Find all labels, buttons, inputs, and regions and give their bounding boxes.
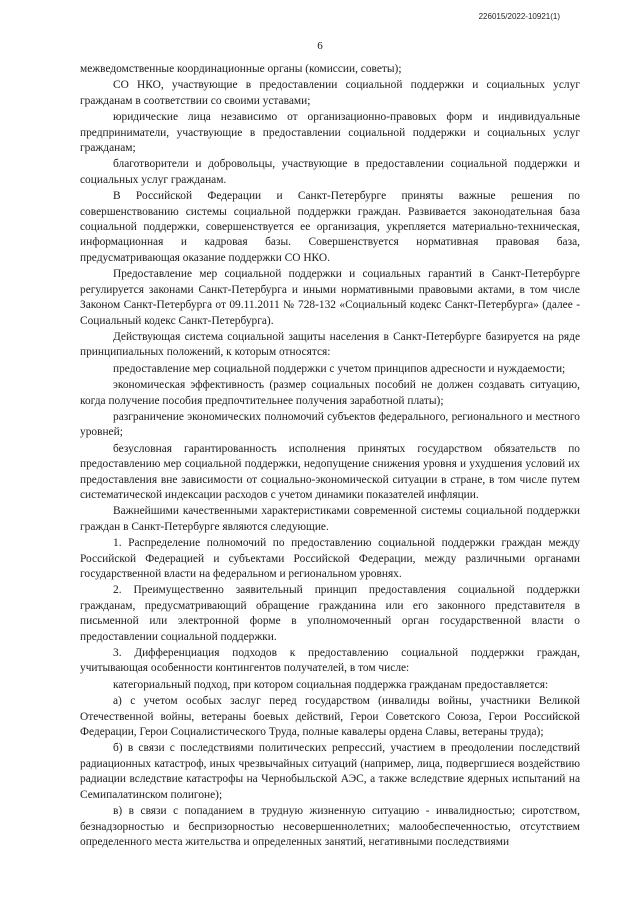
paragraph: юридические лица независимо от организационно-правовых форм и индивидуальные предприниматели, участвующие в предоставлении социальной поддержки и социальных услуг гражданам; bbox=[80, 111, 580, 155]
paragraph: В Российской Федерации и Санкт-Петербурге приняты важные решения по совершенствованию системы социальной поддержки граждан. Развивается законодательная база социальной поддержки, совершенствуется ее организация, укрепляется материально-техническая, информационная и кадровая базы. Совершенствуется нормативная правовая база, предусматривающая оказание поддержки СО НКО. bbox=[80, 190, 580, 264]
document-id: 226015/2022-10921(1) bbox=[478, 12, 560, 21]
paragraph: Предоставление мер социальной поддержки и социальных гарантий в Санкт-Петербурге регулируется законами Санкт-Петербурга и иными нормативными правовыми актами, в том числе Законом Санкт-Петербурга от 09.11.2011 № 728-132 «Социальный кодекс Санкт-Петербурга» (далее - Социальный кодекс Санкт-Петербурга). bbox=[80, 268, 580, 327]
paragraph: межведомственные координационные органы (комиссии, советы); bbox=[80, 63, 402, 75]
paragraph: в) в связи с попаданием в трудную жизненную ситуацию - инвалидностью; сиротством, безнадзорностью и беспризорностью несовершеннолетних; малообеспеченностью, отсутствием определенного места жительства и определенных занятий, негативными последствиями bbox=[80, 805, 580, 848]
paragraph: б) в связи с последствиями политических репрессий, участием в преодолении последствий радиационных катастроф, иных чрезвычайных ситуаций (например, лица, подвергшиеся воздействию радиации вследствие катастрофы на Чернобыльской АЭС, а также вследствие ядерных испытаний на Семипалатинском полигоне); bbox=[80, 742, 580, 801]
paragraph: категориальный подход, при котором социальная поддержка гражданам предоставляется: bbox=[113, 678, 549, 691]
paragraph: безусловная гарантированность исполнения принятых государством обязательств по предоставлению мер социальной поддержки, недопущение снижения уровня и ухудшения условий их предоставления вне зависимости от социально-экономической ситуации в стране, в том числе путем систематической индексации расходов с учетом динамики показателей инфляции. bbox=[80, 442, 580, 501]
paragraph: благотворители и добровольцы, участвующие в предоставлении социальной поддержки и социальных услуг гражданам. bbox=[80, 158, 580, 186]
paragraph: Важнейшими качественными характеристиками современной системы социальной поддержки граждан в Санкт-Петербурге являются следующие. bbox=[80, 505, 580, 533]
paragraph: а) с учетом особых заслуг перед государством (инвалиды войны, участники Великой Отечественной войны, ветераны боевых действий, Герои Советского Союза, Герои Российской Федерации, Герои Социалистического Труда, полные кавалеры ордена Славы, ветераны труда); bbox=[80, 695, 580, 739]
paragraph: 2. Преимущественно заявительный принцип предоставления социальной поддержки гражданам, предусматривающий обращение гражданина или его законного представителя в письменной или электронной форме в уполномоченный орган государственной власти о предоставлении социальной поддержки. bbox=[80, 584, 580, 643]
page-number: 6 bbox=[317, 40, 323, 52]
paragraph: предоставление мер социальной поддержки с учетом принципов адресности и нуждаемости; bbox=[113, 362, 566, 375]
document-body bbox=[80, 62, 580, 851]
paragraph: 1. Распределение полномочий по предоставлению социальной поддержки граждан между Российской Федерацией и субъектами Российской Федерации, между различными органами государственной власти на федеральном и региональном уровнях. bbox=[80, 537, 580, 580]
paragraph: разграничение экономических полномочий субъектов федерального, регионального и местного уровней; bbox=[80, 410, 580, 439]
paragraph: 3. Дифференциация подходов к предоставлению социальной поддержки граждан, учитывающая особенности контингентов получателей, в том числе: bbox=[80, 647, 580, 675]
paragraph: СО НКО, участвующие в предоставлении социальной поддержки и социальных услуг гражданам в соответствии со своими уставами; bbox=[80, 79, 580, 107]
paragraph: Действующая система социальной защиты населения в Санкт-Петербурге базируется на ряде принципиальных положений, к которым относятся: bbox=[80, 330, 580, 359]
paragraph: экономическая эффективность (размер социальных пособий не должен создавать ситуацию, когда получение пособия предпочтительнее получения заработной платы); bbox=[80, 379, 580, 407]
